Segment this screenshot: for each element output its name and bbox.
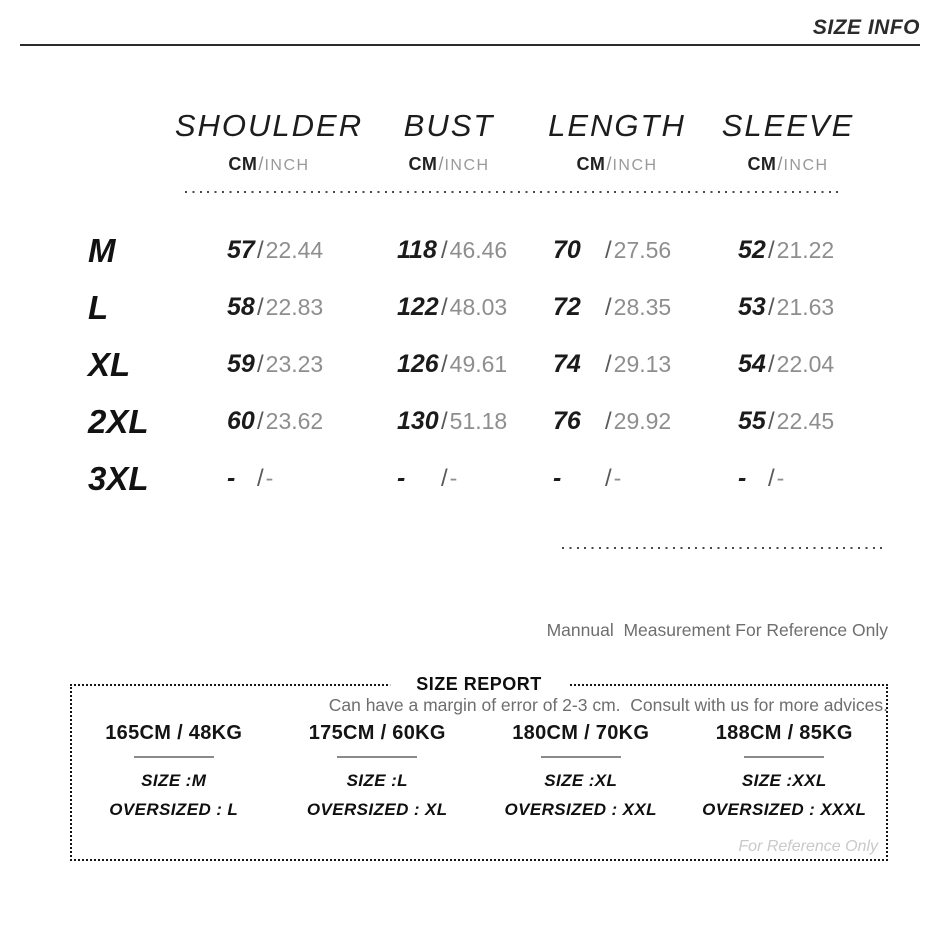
inch-value: 22.44 <box>265 237 324 263</box>
slash: / <box>768 408 775 435</box>
unit-inch: INCH <box>264 157 310 174</box>
table-header-dotted-divider <box>185 191 843 193</box>
inch-value: - <box>449 465 458 491</box>
cm-value: - <box>738 464 747 492</box>
sleeve-cell <box>738 407 950 436</box>
slash: / <box>768 237 775 264</box>
unit-slash: / <box>258 154 264 174</box>
model-size: SIZE :XL <box>544 771 618 790</box>
sleeve-cell <box>738 293 950 322</box>
size-report-entry <box>683 722 887 820</box>
model-stats: 175CM / 60KG <box>308 722 446 744</box>
column-unit <box>175 154 363 175</box>
cm-value: 122 <box>397 293 439 321</box>
inch-value: 23.23 <box>265 351 324 377</box>
slash: / <box>605 465 612 492</box>
bust-cell <box>397 407 553 436</box>
table-row-xl <box>0 336 950 393</box>
column-title: BUST <box>403 108 495 143</box>
inch-value: 22.04 <box>776 351 835 377</box>
size-label: XL <box>88 345 131 383</box>
inch-value: 21.63 <box>776 294 835 320</box>
model-size: SIZE :M <box>141 771 207 790</box>
length-cell <box>553 407 738 436</box>
measurement-note-line1: Mannual Measurement For Reference Only <box>546 620 888 640</box>
unit-inch: INCH <box>612 157 658 174</box>
model-oversized: OVERSIZED : XXXL <box>702 800 867 819</box>
cm-value: 60 <box>227 407 255 435</box>
column-header-length <box>548 108 686 175</box>
slash: / <box>768 294 775 321</box>
slash: / <box>257 294 264 321</box>
length-cell <box>553 350 738 379</box>
unit-cm: CM <box>576 154 606 174</box>
cm-value: 126 <box>397 350 439 378</box>
cm-value: - <box>553 464 562 492</box>
inch-value: 21.22 <box>776 237 835 263</box>
cm-value: 55 <box>738 407 766 435</box>
slash: / <box>605 408 612 435</box>
inch-value: 22.45 <box>776 408 835 434</box>
length-cell <box>553 236 738 265</box>
size-label: M <box>88 231 116 269</box>
length-cell <box>553 293 738 322</box>
size-report-grid <box>72 722 886 820</box>
cm-value: 52 <box>738 236 766 264</box>
size-report-entry <box>72 722 276 820</box>
cm-value: - <box>397 464 406 492</box>
cm-value: - <box>227 464 236 492</box>
table-row-l <box>0 279 950 336</box>
bust-cell <box>397 350 553 379</box>
slash: / <box>441 237 448 264</box>
column-title: LENGTH <box>548 108 686 143</box>
cm-value: 130 <box>397 407 439 435</box>
shoulder-cell <box>227 350 397 379</box>
column-header-sleeve <box>722 108 855 175</box>
slash: / <box>605 351 612 378</box>
page-title: SIZE INFO <box>812 16 920 39</box>
slash: / <box>441 351 448 378</box>
inch-value: 29.92 <box>613 408 672 434</box>
model-oversized: OVERSIZED : L <box>109 800 239 819</box>
shoulder-cell <box>227 236 397 265</box>
cm-value: 72 <box>553 293 581 321</box>
slash: / <box>257 237 264 264</box>
model-size: SIZE :L <box>346 771 408 790</box>
inch-value: 46.46 <box>449 237 508 263</box>
cm-value: 70 <box>553 236 581 264</box>
slash: / <box>768 351 775 378</box>
sleeve-cell <box>738 350 950 379</box>
unit-slash: / <box>777 154 783 174</box>
column-header-bust <box>404 108 495 175</box>
model-size: SIZE :XXL <box>741 771 827 790</box>
column-title: SHOULDER <box>174 108 364 143</box>
inch-value: 48.03 <box>449 294 508 320</box>
unit-cm: CM <box>408 154 438 174</box>
entry-divider <box>134 756 214 758</box>
entry-divider <box>541 756 621 758</box>
size-label: L <box>88 288 109 326</box>
cm-value: 53 <box>738 293 766 321</box>
inch-value: 27.56 <box>613 237 672 263</box>
shoulder-cell <box>227 407 397 436</box>
column-unit <box>548 154 686 175</box>
table-row-3xl <box>0 450 950 507</box>
cm-value: 76 <box>553 407 581 435</box>
notes-dotted-divider <box>562 547 882 549</box>
cm-value: 74 <box>553 350 581 378</box>
column-title: SLEEVE <box>721 108 855 143</box>
size-label: 2XL <box>88 402 149 440</box>
entry-divider <box>744 756 824 758</box>
unit-slash: / <box>438 154 444 174</box>
slash: / <box>605 294 612 321</box>
table-row-m <box>0 222 950 279</box>
inch-value: 51.18 <box>449 408 508 434</box>
bust-cell <box>397 293 553 322</box>
slash: / <box>257 408 264 435</box>
header-underline <box>20 44 920 46</box>
size-report-entry <box>276 722 480 820</box>
model-oversized: OVERSIZED : XL <box>306 800 448 819</box>
unit-cm: CM <box>747 154 777 174</box>
measurement-note-line2: Can have a margin of error of 2-3 cm. Consult with us for more advices. <box>328 695 888 715</box>
sleeve-cell <box>738 464 950 493</box>
model-stats: 180CM / 70KG <box>512 722 650 744</box>
column-unit <box>404 154 495 175</box>
unit-inch: INCH <box>444 157 490 174</box>
bust-cell <box>397 236 553 265</box>
shoulder-cell <box>227 464 397 493</box>
column-unit <box>722 154 855 175</box>
inch-value: 23.62 <box>265 408 324 434</box>
size-report-entry <box>479 722 683 820</box>
inch-value: 29.13 <box>613 351 672 377</box>
cm-value: 118 <box>397 236 437 264</box>
cm-value: 57 <box>227 236 255 264</box>
unit-cm: CM <box>228 154 258 174</box>
slash: / <box>605 237 612 264</box>
bust-cell <box>397 464 553 493</box>
inch-value: - <box>613 465 622 491</box>
slash: / <box>257 351 264 378</box>
slash: / <box>441 408 448 435</box>
table-row-2xl <box>0 393 950 450</box>
reference-footnote: For Reference Only <box>738 838 878 855</box>
sleeve-cell <box>738 236 950 265</box>
column-header-shoulder <box>175 108 363 175</box>
cm-value: 58 <box>227 293 255 321</box>
unit-inch: INCH <box>783 157 829 174</box>
model-oversized: OVERSIZED : XXL <box>504 800 657 819</box>
cm-value: 59 <box>227 350 255 378</box>
length-cell <box>553 464 738 493</box>
size-label: 3XL <box>88 459 149 497</box>
slash: / <box>441 294 448 321</box>
inch-value: 22.83 <box>265 294 324 320</box>
inch-value: 28.35 <box>613 294 672 320</box>
inch-value: - <box>776 465 785 491</box>
cm-value: 54 <box>738 350 766 378</box>
model-stats: 165CM / 48KG <box>105 722 243 744</box>
slash: / <box>441 465 448 492</box>
slash: / <box>768 465 775 492</box>
shoulder-cell <box>227 293 397 322</box>
entry-divider <box>337 756 417 758</box>
inch-value: - <box>265 465 274 491</box>
slash: / <box>257 465 264 492</box>
size-report-box <box>70 674 888 861</box>
model-stats: 188CM / 85KG <box>715 722 853 744</box>
size-report-title: SIZE REPORT <box>390 674 568 695</box>
unit-slash: / <box>606 154 612 174</box>
size-table <box>0 222 950 507</box>
inch-value: 49.61 <box>449 351 508 377</box>
